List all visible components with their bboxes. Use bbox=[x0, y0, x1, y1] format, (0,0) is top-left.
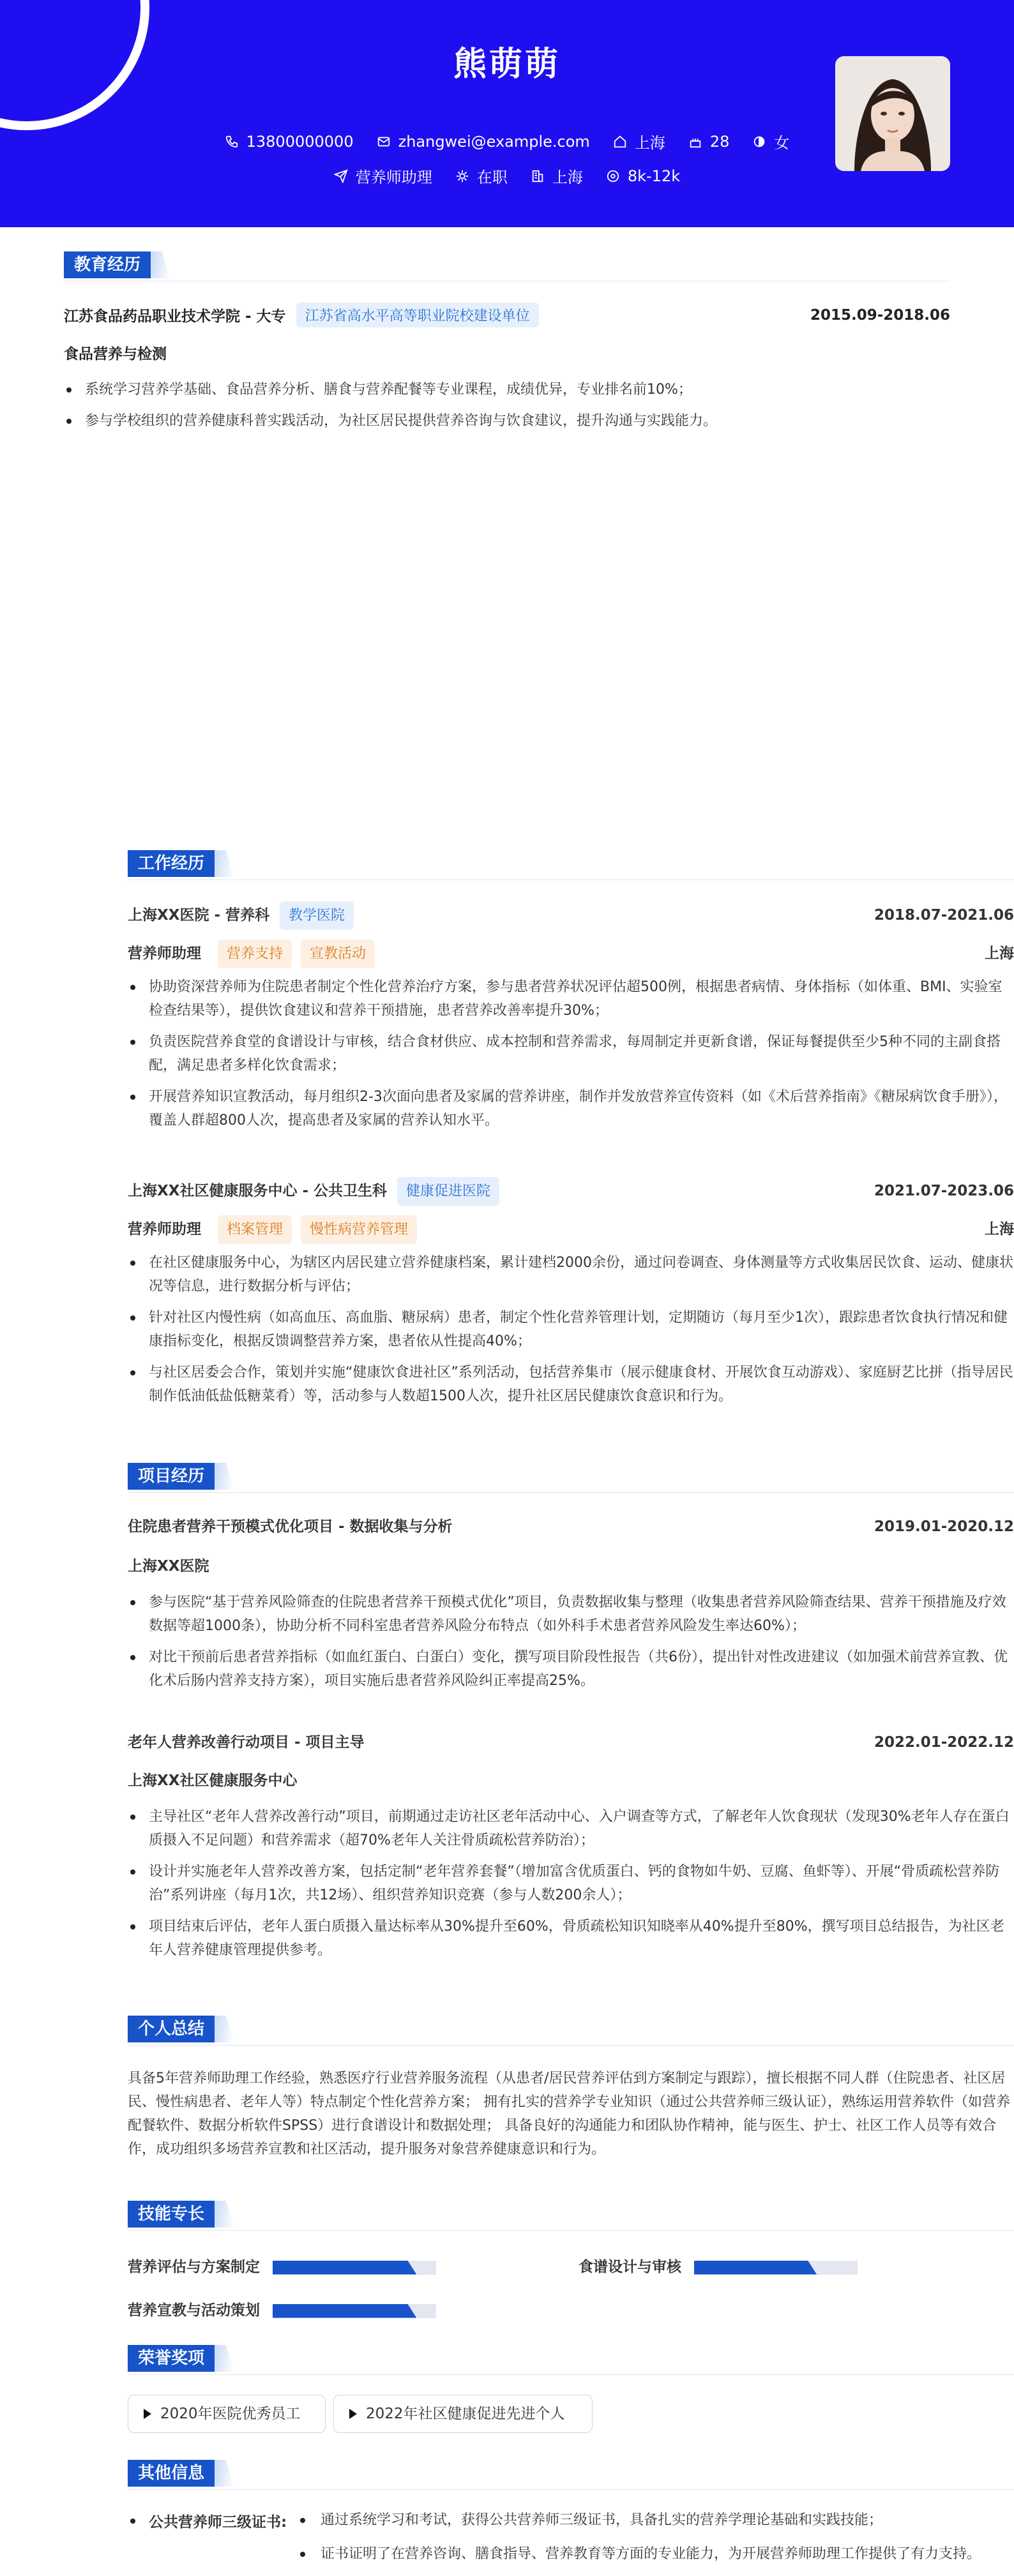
project-org: 上海XX社区健康服务中心 bbox=[128, 1772, 298, 1789]
list-item: 项目结束后评估，老年人蛋白质摄入量达标率从30%提升至60%，骨质疏松知识知晓率从40%提升至80%，撰写项目总结报告，为社区老年人营养健康管理提供参考。 bbox=[128, 1915, 1014, 1962]
age-text: 28 bbox=[709, 132, 730, 151]
awards-section-header bbox=[128, 2345, 1014, 2375]
school-tag: 江苏省高水平高等职业院校建设单位 bbox=[296, 303, 539, 327]
education-school-row bbox=[64, 303, 950, 327]
age-item bbox=[688, 133, 730, 151]
list-item: 开展营养知识宣教活动，每月组织2-3次面向患者及家属的营养讲座，制作并发放营养宣传资料（如《术后营养指南》《糖尿病饮食手册》），覆盖人群超800人次，提高患者及家属的营养认知水平。 bbox=[128, 1085, 1014, 1132]
list-item: 设计并实施老年人营养改善方案，包括定制“老年营养套餐”（增加富含优质蛋白、钙的食物如牛奶、豆腐、鱼虾等）、开展“骨质疏松营养防治”系列讲座（每月1次，共12场）、组织营养知识竞赛（参与人数200余人）； bbox=[128, 1860, 1014, 1907]
job-skill-tag: 慢性病营养管理 bbox=[301, 1215, 417, 1244]
skill-item bbox=[128, 2256, 436, 2279]
certificate-details bbox=[298, 2508, 1014, 2576]
job-location: 上海 bbox=[985, 945, 1014, 962]
award-name: 2022年社区健康促进先进个人 bbox=[366, 2405, 565, 2422]
list-item: 通过系统学习和考试，获得公共营养师三级证书，具备扎实的营养学理论基础和实践技能； bbox=[298, 2508, 1014, 2532]
phone-item bbox=[225, 133, 354, 151]
other-section-title: 其他信息 bbox=[128, 2460, 215, 2487]
list-item: 证书证明了在营养咨询、膳食指导、营养教育等方面的专业能力，为开展营养师助理工作提供了有力支持。 bbox=[298, 2542, 1014, 2566]
job-location: 上海 bbox=[985, 1221, 1014, 1238]
list-item: 针对社区内慢性病（如高血压、高血脂、糖尿病）患者，制定个性化营养管理计划，定期随访（每月至少1次），跟踪患者饮食执行情况和健康指标变化，根据反馈调整营养方案，患者依从性提高40%； bbox=[128, 1306, 1014, 1353]
city-text: 上海 bbox=[634, 134, 665, 152]
target-city-item bbox=[531, 165, 583, 187]
list-item: 参与学校组织的营养健康科普实践活动，为社区居民提供营养咨询与饮食建议，提升沟通与实践能力。 bbox=[64, 409, 950, 433]
gender-icon bbox=[752, 135, 766, 149]
play-triangle-icon bbox=[144, 2409, 151, 2419]
award-name: 2020年医院优秀员工 bbox=[160, 2405, 301, 2422]
project-period: 2019.01-2020.12 bbox=[874, 1518, 1014, 1535]
resume-header bbox=[0, 0, 1014, 227]
job-org-row bbox=[128, 1177, 1014, 1206]
job-org: 上海XX社区健康服务中心 - 公共卫生科 bbox=[128, 1183, 388, 1199]
summary-text: 具备5年营养师助理工作经验，熟悉医疗行业营养服务流程（从患者/居民营养评估到方案制定与跟踪），擅长根据不同人群（住院患者、社区居民、慢性病患者、老年人等）特点制定个性化营养方案； 拥有扎实的营养学专业知识（通过公共营养师三级认证），熟练运用营养软件（如营养配餐软件、数据分析软件SPSS）进行食谱设计和数据处理； 具备良好的沟通能力和团队协作精神，能与医生、护士、社区工作人员等有效合作，成功组织多场营养宣教和社区活动，提升服务对象营养健康意识和行为。 bbox=[128, 2071, 1010, 2157]
profile-photo bbox=[835, 56, 950, 171]
job-bullets bbox=[128, 975, 1014, 1140]
education-section-title: 教育经历 bbox=[64, 251, 151, 278]
project-name-row bbox=[128, 1515, 1014, 1539]
list-item: 与社区居委会合作，策划并实施“健康饮食进社区”系列活动，包括营养集市（展示健康食材、开展饮食互动游戏）、家庭厨艺比拼（指导居民制作低油低盐低糖菜肴）等，活动参与人数超1500人次，提升社区居民健康饮食意识和行为。 bbox=[128, 1361, 1014, 1408]
education-period: 2015.09-2018.06 bbox=[810, 306, 950, 324]
building-icon bbox=[531, 169, 545, 183]
list-item: 负责医院营养食堂的食谱设计与审核，结合食材供应、成本控制和营养需求，每周制定并更新食谱，保证每餐提供至少5种不同的主副食搭配，满足患者多样化饮食需求； bbox=[128, 1030, 1014, 1077]
cake-icon bbox=[688, 135, 702, 149]
certificate-label: 公共营养师三级证书: bbox=[128, 2511, 287, 2535]
job-role: 营养师助理 bbox=[128, 1221, 201, 1238]
project-org: 上海XX医院 bbox=[128, 1558, 209, 1575]
awards-section-title: 荣誉奖项 bbox=[128, 2345, 215, 2372]
other-section-header bbox=[128, 2460, 1014, 2490]
job-org-tag: 健康促进医院 bbox=[397, 1177, 499, 1206]
skill-item bbox=[128, 2299, 436, 2323]
skill-bar bbox=[273, 2261, 436, 2275]
job-period: 2018.07-2021.06 bbox=[874, 907, 1014, 924]
job-role-row bbox=[128, 1215, 1014, 1244]
salary-item bbox=[606, 167, 680, 185]
phone-text: 13800000000 bbox=[246, 132, 354, 151]
award-item bbox=[333, 2395, 593, 2433]
work-section-title: 工作经历 bbox=[128, 850, 215, 877]
job-skill-tag: 档案管理 bbox=[218, 1215, 292, 1244]
skill-bar-fill bbox=[273, 2261, 416, 2275]
skill-item bbox=[579, 2256, 858, 2279]
skill-bar bbox=[694, 2261, 858, 2275]
skill-name: 营养宣教与活动策划 bbox=[128, 2302, 260, 2319]
education-major-row bbox=[64, 342, 950, 363]
project-org-row bbox=[128, 1769, 1014, 1793]
skill-name: 食谱设计与审核 bbox=[579, 2259, 681, 2275]
email-text: zhangwei@example.com bbox=[398, 132, 590, 151]
skill-bar-fill bbox=[694, 2261, 817, 2275]
skills-section-header bbox=[128, 2201, 1014, 2231]
job-period: 2021.07-2023.06 bbox=[874, 1183, 1014, 1199]
project-bullets bbox=[128, 1591, 1014, 1700]
job-role: 营养师助理 bbox=[128, 945, 201, 962]
project-name: 老年人营养改善行动项目 - 项目主导 bbox=[128, 1734, 365, 1751]
target-city-text: 上海 bbox=[552, 168, 583, 186]
job-skill-tag: 营养支持 bbox=[218, 940, 292, 968]
project-period: 2022.01-2022.12 bbox=[874, 1734, 1014, 1751]
home-icon bbox=[613, 135, 627, 149]
project-name-row bbox=[128, 1731, 1014, 1755]
project-org-row bbox=[128, 1555, 1014, 1578]
job-org-row bbox=[128, 901, 1014, 930]
job-role-row bbox=[128, 940, 1014, 968]
phone-icon bbox=[225, 135, 239, 149]
list-item: 对比干预前后患者营养指标（如血红蛋白、白蛋白）变化，撰写项目阶段性报告（共6份），提出针对性改进建议（如加强术前营养宣教、优化术后肠内营养支持方案），项目实施后患者营养风险纠正率提高25%。 bbox=[128, 1645, 1014, 1693]
major-name: 食品营养与检测 bbox=[64, 346, 167, 363]
skill-bar-fill bbox=[273, 2304, 416, 2318]
project-section-title: 项目经历 bbox=[128, 1463, 215, 1490]
mail-icon bbox=[377, 135, 391, 149]
status-item bbox=[455, 165, 508, 187]
status-icon bbox=[455, 169, 469, 183]
status-text: 在职 bbox=[476, 168, 508, 186]
skill-name: 营养评估与方案制定 bbox=[128, 2259, 260, 2275]
list-item: 在社区健康服务中心，为辖区内居民建立营养健康档案，累计建档2000余份，通过问卷调查、身体测量等方式收集居民饮食、运动、健康状况等信息，进行数据分析与评估； bbox=[128, 1251, 1014, 1298]
job-skill-tag: 宣教活动 bbox=[301, 940, 375, 968]
award-item bbox=[128, 2395, 326, 2433]
summary-section-title: 个人总结 bbox=[128, 2016, 215, 2042]
target-job-item bbox=[334, 165, 432, 187]
job-org-tag: 教学医院 bbox=[280, 901, 354, 930]
project-bullets bbox=[128, 1805, 1014, 1970]
school-name: 江苏食品药品职业技术学院 - 大专 bbox=[64, 308, 286, 325]
salary-icon bbox=[606, 169, 620, 183]
education-section-header bbox=[64, 251, 950, 281]
email-item bbox=[377, 133, 590, 151]
project-name: 住院患者营养干预模式优化项目 - 数据收集与分析 bbox=[128, 1518, 453, 1535]
candidate-name: 熊萌萌 bbox=[453, 45, 561, 84]
salary-text: 8k-12k bbox=[627, 167, 681, 185]
gender-item bbox=[752, 130, 789, 153]
city-item bbox=[613, 130, 665, 153]
send-icon bbox=[334, 169, 348, 183]
summary-section-header bbox=[128, 2016, 1014, 2046]
play-triangle-icon bbox=[349, 2409, 357, 2419]
gender-text: 女 bbox=[774, 134, 790, 152]
list-item: 系统学习营养学基础、食品营养分析、膳食与营养配餐等专业课程，成绩优异，专业排名前10%； bbox=[64, 378, 950, 401]
list-item: 参与医院“基于营养风险筛查的住院患者营养干预模式优化”项目，负责数据收集与整理（收集患者营养风险筛查结果、营养干预措施及疗效数据等超1000条），协助分析不同科室患者营养风险分布特点（如外科手术患者营养风险发生率达60%）； bbox=[128, 1591, 1014, 1638]
skill-bar bbox=[273, 2304, 436, 2318]
target-job-text: 营养师助理 bbox=[355, 168, 432, 186]
list-item: 主导社区“老年人营养改善行动”项目，前期通过走访社区老年活动中心、入户调查等方式，了解老年人饮食现状（发现30%老年人存在蛋白质摄入不足问题）和营养需求（超70%老年人关注骨质疏松营养防治）； bbox=[128, 1805, 1014, 1852]
skills-section-title: 技能专长 bbox=[128, 2201, 215, 2228]
list-item: 协助资深营养师为住院患者制定个性化营养治疗方案，参与患者营养状况评估超500例，根据患者病情、身体指标（如体重、BMI、实验室检查结果等），提供饮食建议和营养干预措施，患者营养改善率提升30%； bbox=[128, 975, 1014, 1022]
job-bullets bbox=[128, 1251, 1014, 1416]
job-org: 上海XX医院 - 营养科 bbox=[128, 907, 270, 924]
work-section-header bbox=[128, 850, 1014, 880]
project-section-header bbox=[128, 1463, 1014, 1493]
education-bullets bbox=[64, 378, 1014, 2562]
